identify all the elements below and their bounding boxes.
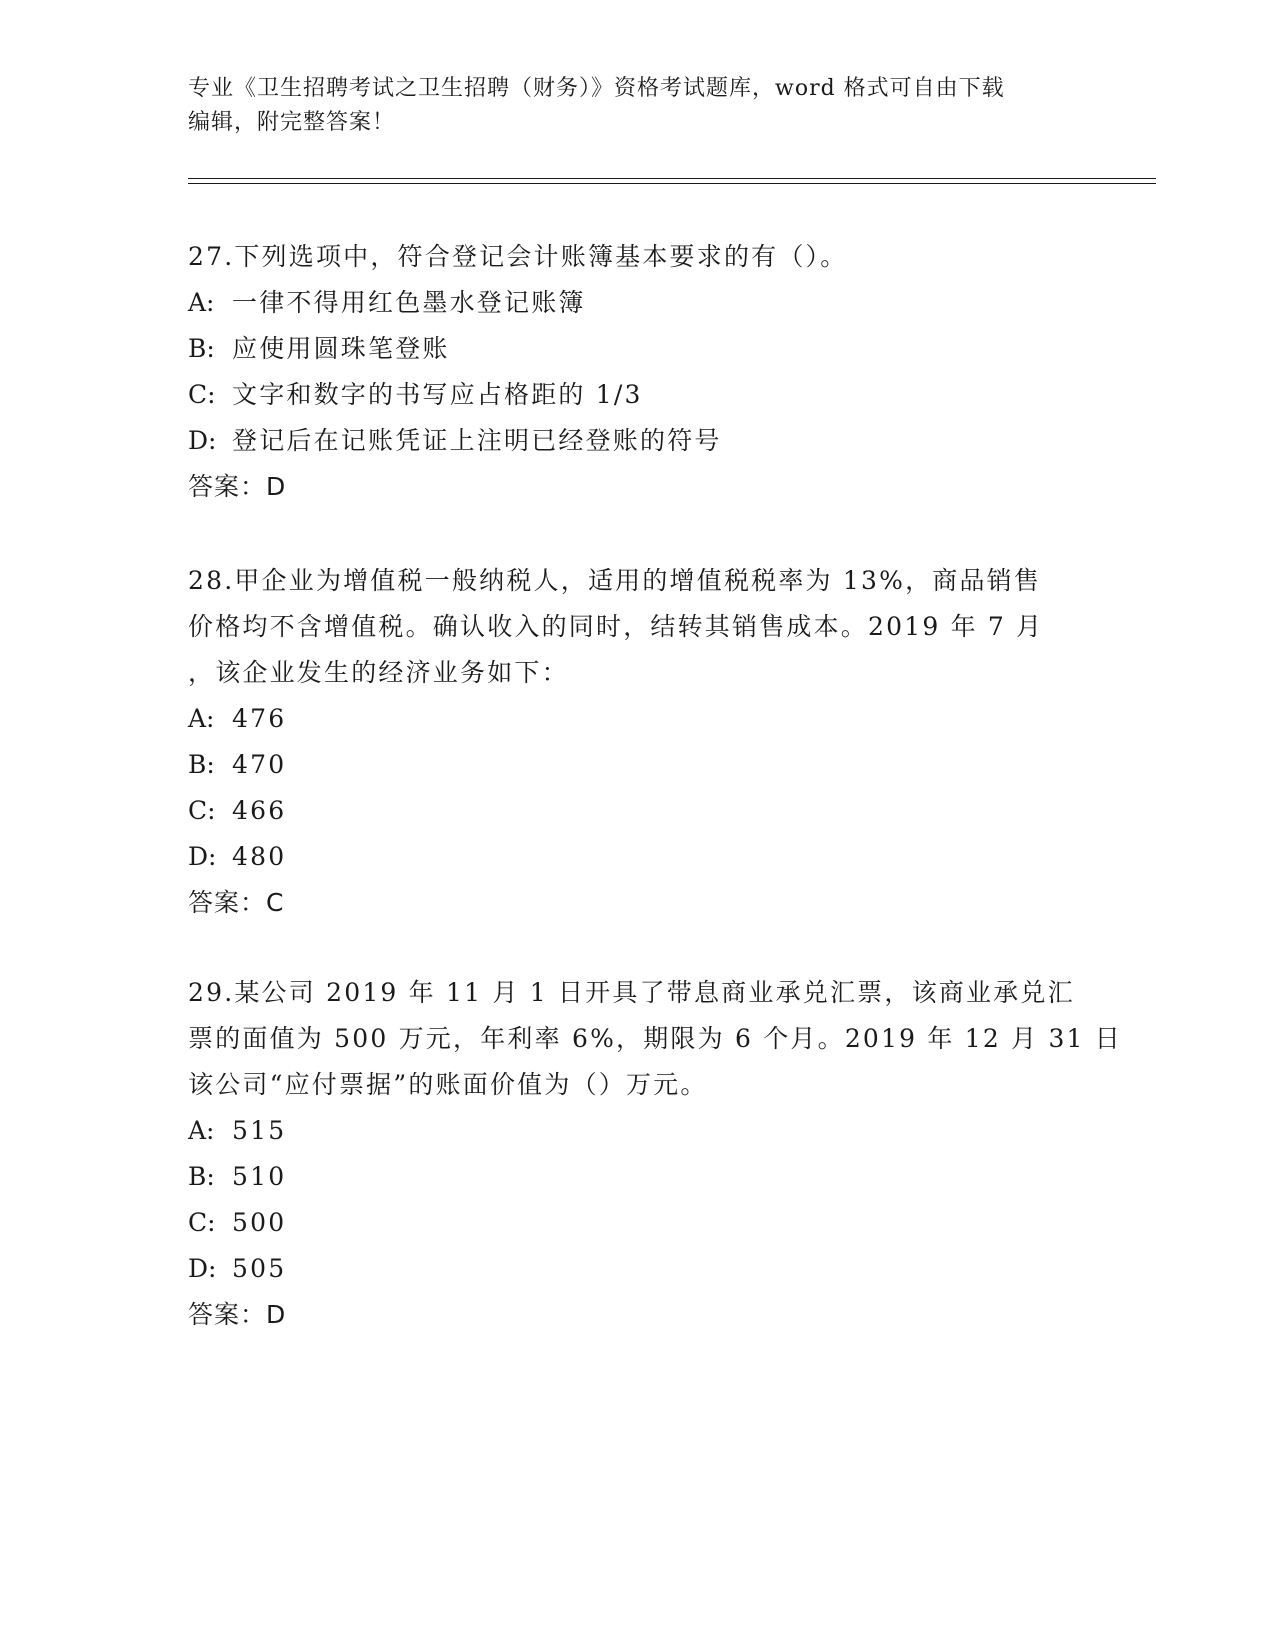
option-a (188, 280, 1088, 326)
option-text: 应使用圆珠笔登账 (232, 334, 450, 363)
option-text: 515 (232, 1116, 287, 1145)
option-a (188, 696, 1088, 742)
option-text: 500 (232, 1208, 287, 1237)
option-c (188, 372, 1088, 418)
header-divider-bottom (188, 183, 1156, 184)
question-stem: 27.下列选项中，符合登记会计账簿基本要求的有（）。 (188, 242, 848, 271)
header-line-2: 编辑，附完整答案！ (188, 110, 396, 135)
option-text: 510 (232, 1162, 287, 1191)
question-27 (188, 234, 1088, 510)
option-c (188, 1200, 1088, 1246)
option-key: D: (188, 842, 217, 871)
option-key: D: (188, 426, 217, 455)
option-key: C: (188, 1208, 216, 1237)
answer-label: 答案：D (188, 472, 287, 501)
option-d (188, 1246, 1088, 1292)
option-key: B: (188, 1162, 215, 1191)
option-text: 登记后在记账凭证上注明已经登账的符号 (232, 426, 722, 455)
option-key: A: (188, 288, 215, 317)
option-text: 470 (232, 750, 287, 779)
option-b (188, 1154, 1088, 1200)
option-key: C: (188, 796, 216, 825)
question-stem-line-3: 该公司“应付票据”的账面价值为（）万元。 (188, 1070, 708, 1099)
option-d (188, 834, 1088, 880)
option-text: 505 (232, 1254, 287, 1283)
option-key: C: (188, 380, 216, 409)
option-a (188, 1108, 1088, 1154)
option-b (188, 742, 1088, 788)
option-text: 480 (232, 842, 287, 871)
option-b (188, 326, 1088, 372)
option-key: D: (188, 1254, 217, 1283)
option-text: 466 (232, 796, 287, 825)
question-28 (188, 558, 1088, 926)
option-key: A: (188, 1116, 215, 1145)
answer-label: 答案：D (188, 1300, 287, 1329)
question-29 (188, 970, 1122, 1338)
header-divider-top (188, 178, 1156, 179)
question-stem-line-1: 29.某公司 2019 年 11 月 1 日开具了带息商业承兑汇票，该商业承兑汇 (188, 978, 1075, 1007)
question-stem-line-1: 28.甲企业为增值税一般纳税人，适用的增值税税率为 13%，商品销售 (188, 566, 1042, 595)
header-line-1: 专业《卫生招聘考试之卫生招聘（财务）》资格考试题库，word 格式可自由下载 (188, 76, 1005, 101)
question-stem-line-3: ，该企业发生的经济业务如下： (188, 658, 569, 687)
option-text: 文字和数字的书写应占格距的 1/3 (232, 380, 643, 409)
document-header (188, 72, 1068, 140)
option-text: 476 (232, 704, 287, 733)
option-key: B: (188, 750, 215, 779)
question-stem-line-2: 票的面值为 500 万元，年利率 6%，期限为 6 个月。2019 年 12 月 31 日 (188, 1024, 1122, 1053)
option-text: 一律不得用红色墨水登记账簿 (232, 288, 586, 317)
option-c (188, 788, 1088, 834)
option-d (188, 418, 1088, 464)
option-key: B: (188, 334, 215, 363)
option-key: A: (188, 704, 215, 733)
question-stem-line-2: 价格均不含增值税。确认收入的同时，结转其销售成本。2019 年 7 月 (188, 612, 1044, 641)
answer-label: 答案：C (188, 888, 285, 917)
